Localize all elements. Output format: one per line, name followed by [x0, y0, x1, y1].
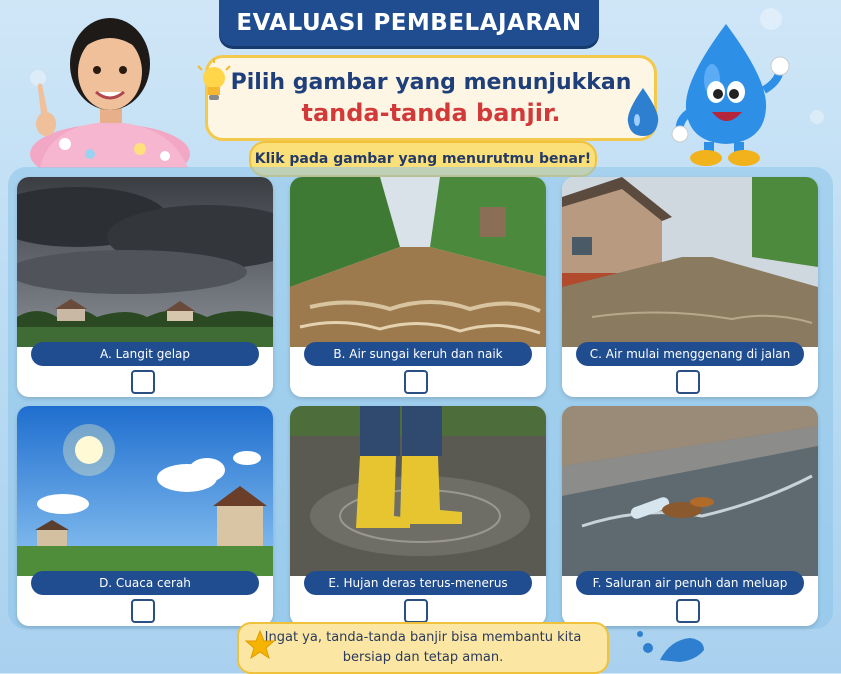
water-splash-icon: [630, 620, 710, 668]
rain-boots-image: [290, 406, 546, 576]
option-label-f: F. Saluran air penuh dan meluap: [576, 571, 804, 595]
dark-sky-image: [17, 177, 273, 347]
option-card-c[interactable]: [562, 177, 818, 397]
muddy-river-image: [290, 177, 546, 347]
checkbox-d[interactable]: [131, 599, 155, 623]
instruction-banner: Klik pada gambar yang menurutmu benar!: [249, 141, 597, 177]
checkbox-a[interactable]: [131, 370, 155, 394]
option-card-b[interactable]: [290, 177, 546, 397]
option-label-e: E. Hujan deras terus-menerus: [304, 571, 532, 595]
option-card-f[interactable]: [562, 406, 818, 626]
option-label-b: B. Air sungai keruh dan naik: [304, 342, 532, 366]
question-highlight: tanda-tanda banjir.: [301, 99, 561, 127]
title-banner: [219, 0, 599, 46]
checkbox-c[interactable]: [676, 370, 700, 394]
flooded-street-image: [562, 177, 818, 347]
checkbox-e[interactable]: [404, 599, 428, 623]
question-box: [205, 55, 657, 141]
option-card-d[interactable]: [17, 406, 273, 626]
footer-text-line1: Ingat ya, tanda-tanda banjir bisa membantu kita: [264, 630, 582, 645]
option-label-a: A. Langit gelap: [31, 342, 259, 366]
footer-note: [237, 622, 609, 674]
sunny-sky-image: [17, 406, 273, 576]
lightbulb-icon: [196, 58, 232, 106]
star-icon: [245, 630, 275, 660]
option-label-d: D. Cuaca cerah: [31, 571, 259, 595]
option-card-a[interactable]: [17, 177, 273, 397]
overflowing-drain-image: [562, 406, 818, 576]
question-text: Pilih gambar yang menunjukkan: [230, 70, 632, 95]
water-drop-icon: [624, 86, 662, 138]
checkbox-b[interactable]: [404, 370, 428, 394]
option-card-e[interactable]: [290, 406, 546, 626]
page-title: EVALUASI PEMBELAJARAN: [236, 10, 582, 36]
option-label-c: C. Air mulai menggenang di jalan: [576, 342, 804, 366]
bg-bubble: [810, 110, 824, 124]
footer-text-line2: bersiap dan tetap aman.: [342, 650, 504, 665]
water-drop-mascot: [668, 20, 798, 170]
girl-illustration: [20, 4, 198, 168]
